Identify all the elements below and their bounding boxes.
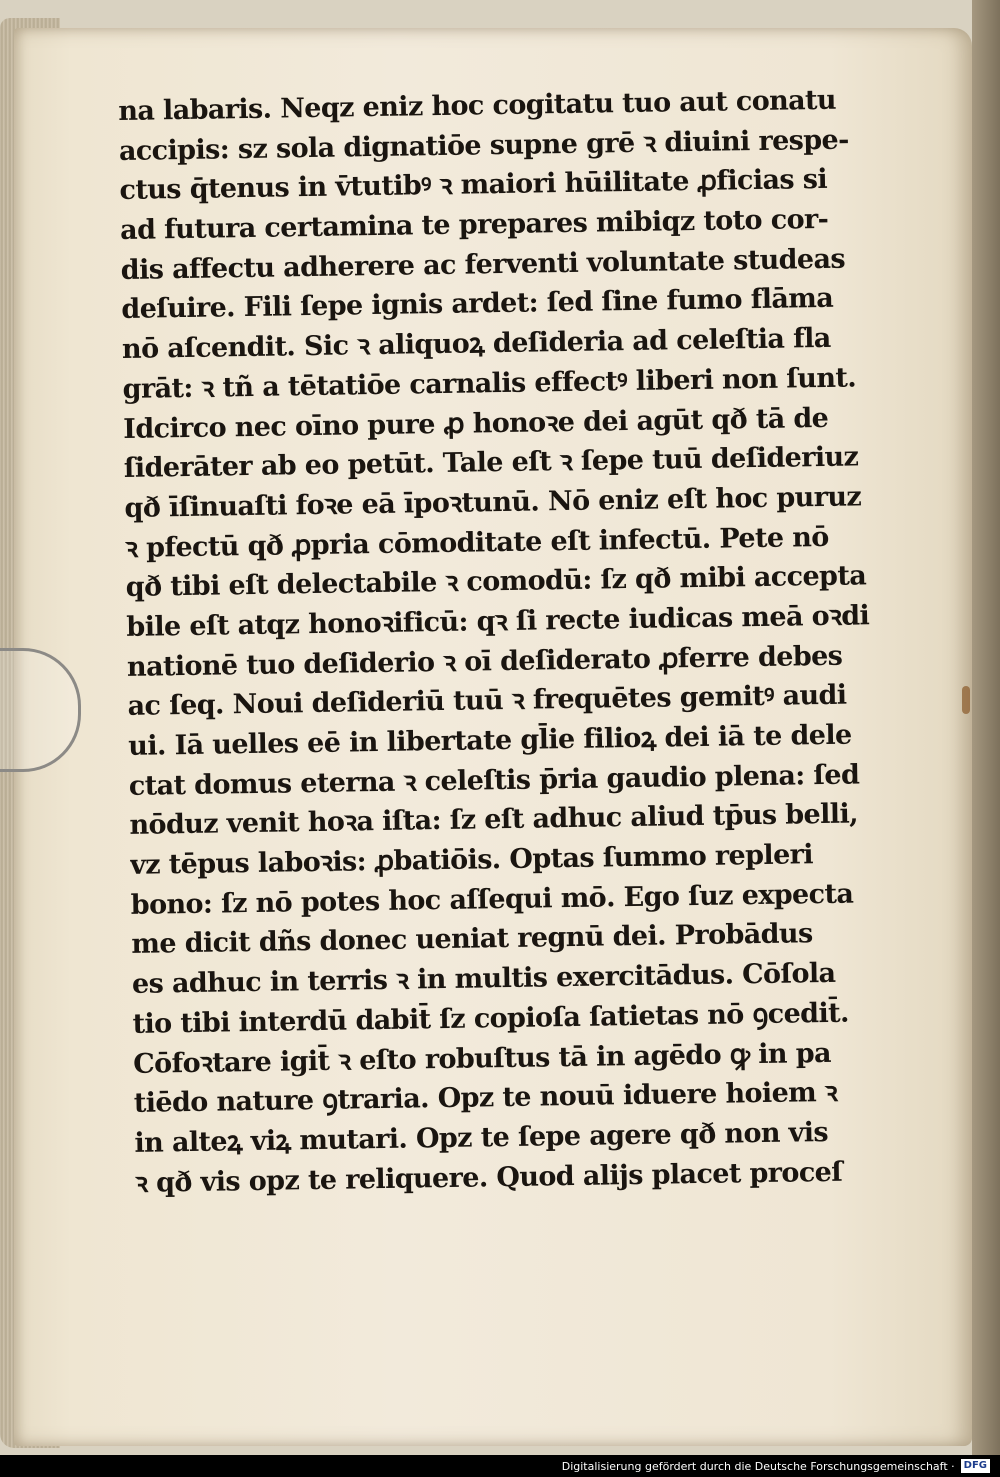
text-line: in alteꝝ viꝝ mutari. Opz te ſepe agere qð non vis bbox=[134, 1116, 829, 1159]
text-line: ctus q̄tenus in v̄tutibꝰ ꝛ maiori hūilitate ꝓficias si bbox=[119, 164, 828, 207]
footer-bar bbox=[0, 1455, 1000, 1477]
text-line: ſiderāter ab eo petūt. Tale eſt ꝛ ſepe tuū deſideriuz bbox=[123, 441, 859, 485]
text-line: nōduz venit hoꝛa iſta: ſz eſt adhuc aliud tp̄us belli, bbox=[129, 798, 859, 842]
text-line: deſuire. Fili ſepe ignis ardet: ſed ſine fumo flāma bbox=[121, 283, 834, 326]
printed-text-block bbox=[118, 80, 915, 1203]
text-line: ad futura certamina te prepares mibiqz toto cor- bbox=[119, 203, 829, 247]
text-line: qð īſinuaſti foꝛe eā īpoꝛtunū. Nō eniz eſt hoc puruz bbox=[124, 481, 862, 524]
book-binding-edge bbox=[972, 0, 1000, 1477]
text-line: ꝛ pfectū qð ꝓpria cōmoditate eſt infectū. Pete nō bbox=[124, 521, 829, 564]
text-line: na labaris. Neqz eniz hoc cogitatu tuo aut conatu bbox=[118, 84, 837, 127]
text-line: ctat domus eterna ꝛ celeſtis p̄ria gaudio plena: ſed bbox=[128, 759, 860, 802]
text-line: dis affectu adherere ac ferventi voluntate studeas bbox=[120, 243, 846, 286]
text-line: nationē tuo deſiderio ꝛ oī deſiderato ꝓferre debes bbox=[126, 640, 843, 683]
text-line: nō aſcendit. Sic ꝛ aliquoꝝ deſideria ad celeſtia fla bbox=[121, 322, 831, 366]
text-line: bile eſt atqz honoꝛificū: qꝛ ſi recte iudicas meā oꝛdi bbox=[126, 600, 870, 643]
text-line: Idcirco nec oīno pure ꝓ honoꝛe dei agūt qð tā de bbox=[123, 402, 829, 445]
text-line: tiēdo nature ꝯtraria. Opz te nouū iduere hoiem ꝛ bbox=[133, 1077, 838, 1120]
text-line: qð tibi eſt delectabile ꝛ comodū: ſz qð mibi accepta bbox=[125, 560, 867, 604]
text-line: es adhuc in terris ꝛ in multis exercitādus. Cōſola bbox=[131, 957, 836, 1001]
text-line: ac ſeq. Noui deſideriū tuū ꝛ frequētes gemitꝰ audi bbox=[127, 679, 847, 723]
text-line: accipis: sz sola dignatiōe supne grē ꝛ diuini respe- bbox=[118, 124, 849, 167]
text-line: ui. Iā uelles eē in libertate gl̄ie filioꝝ dei iā te dele bbox=[128, 719, 852, 762]
footer-credit: Digitalisierung gefördert durch die Deutsche Forschungsgemeinschaft · bbox=[561, 1459, 955, 1473]
dfg-logo: DFG bbox=[961, 1459, 990, 1473]
text-line: me dicit dñs donec ueniat regnū dei. Probādus bbox=[131, 918, 813, 961]
text-line: tio tibi interdū dabit̄ ſz copioſa ſatietas nō ꝯcedit̄. bbox=[132, 997, 850, 1040]
text-line: grāt: ꝛ tñ a tētatiōe carnalis effectꝰ liberi non ſunt. bbox=[122, 362, 857, 405]
page-stain bbox=[962, 686, 970, 714]
text-line: Cōfoꝛtare igit̄ ꝛ eſto robuſtus tā in agēdo ꝙ in pa bbox=[133, 1037, 832, 1080]
text-line: vz tēpus laboꝛis: ꝓbatiōis. Optas ſummo repleri bbox=[129, 839, 814, 881]
text-line: bono: ſz nō potes hoc aſſequi mō. Ego ſuz expecta bbox=[130, 878, 854, 921]
text-line: ꝛ qð vis opz te reliquere. Quod alijs placet proceſ bbox=[134, 1156, 843, 1199]
